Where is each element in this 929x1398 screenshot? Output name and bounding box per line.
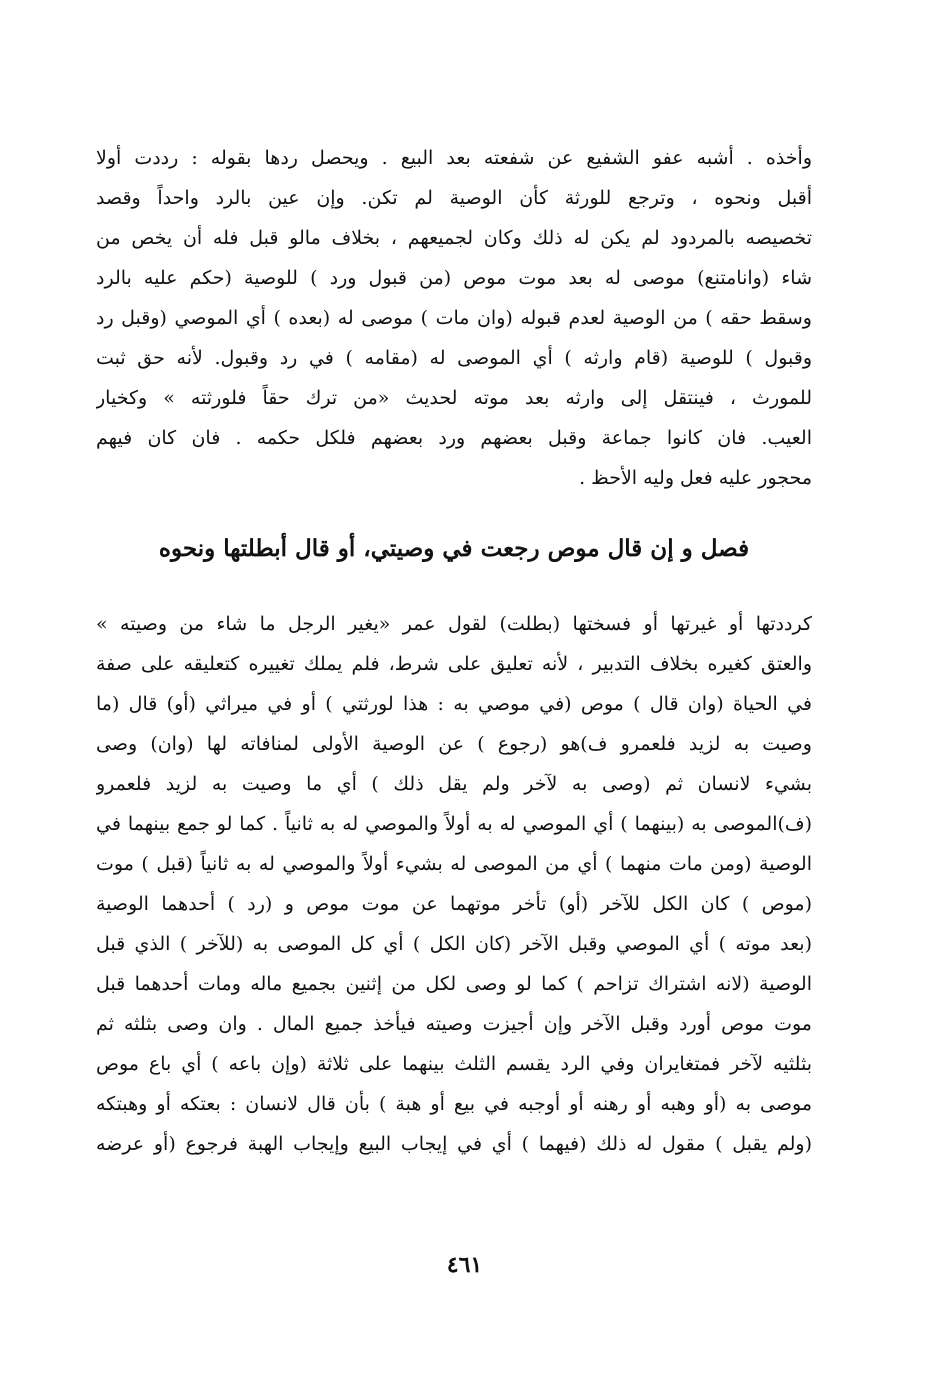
text-line: (ف)الموصى به (بينهما ) أي الموصي له به أولاً والموصي له به ثانياً . كما لو جمع بينهما في xyxy=(96,813,812,835)
text-line: موت موص أورد وقبل الآخر وإن أجيزت وصيته فيأخذ جميع المال . وان وصى بثلثه ثم xyxy=(96,1013,812,1035)
text-line: وقبول ) للوصية (قام وارثه ) أي الموصى له (مقامه ) في رد وقبول. لأنه حق ثبت xyxy=(96,347,812,369)
paragraph-2 xyxy=(96,604,812,1164)
page-number: ٤٦١ xyxy=(446,1252,483,1278)
text-line: (ولم يقبل ) مقول له ذلك (فيهما ) أي في إيجاب البيع وإيجاب الهبة فرجوع (أو عرضه xyxy=(96,1133,812,1155)
text-line: موصى به (أو وهبه أو رهنه أو أوجبه في بيع أو هبة ) بأن قال لانسان : بعتكه أو وهبتكه xyxy=(96,1093,812,1115)
text-line: (موص ) كان الكل للآخر (أو) تأخر موتهما عن موت موص و (رد ) أحدهما الوصية xyxy=(96,893,812,915)
text-line: تخصيصه بالمردود لم يكن له ذلك وكان لجميعهم ، بخلاف مالو قبل فله أن يخص من xyxy=(96,227,812,249)
text-line: بثلثيه لآخر فمتغايران وفي الرد يقسم الثلث بينهما على ثلاثة (وإن باعه ) أي باع موص xyxy=(96,1053,812,1075)
text-line: الوصية (ومن مات منهما ) أي من الموصى له بشيء أولاً والموصي له به ثانياً (قبل ) موت xyxy=(96,853,812,875)
text-line: والعتق كغيره بخلاف التدبير ، لأنه تعليق على شرط، فلم يملك تغييره كتعليقه على صفة xyxy=(96,653,812,675)
text-line: بشيء لانسان ثم (وصى به لآخر ولم يقل ذلك ) أي ما وصيت به لزيد فلعمرو xyxy=(96,773,812,795)
text-line: وأخذه . أشبه عفو الشفيع عن شفعته بعد البيع . ويحصل ردها بقوله : رددت أولا xyxy=(96,147,812,169)
text-line: وسقط حقه ) من الوصية لعدم قبوله (وان مات ) موصى له (بعده ) أي الموصي (وقبل رد xyxy=(96,307,812,329)
text-line: العيب. فان كانوا جماعة وقبل بعضهم ورد بعضهم فلكل حكمه . فان كان فيهم xyxy=(96,427,812,449)
text-line: وصيت به لزيد فلعمرو ف)هو (رجوع ) عن الوصية الأولى لمنافاته لها (وان) وصى xyxy=(96,733,812,755)
text-line: في الحياة (وان قال ) موص (في موصي به : هذا لورثتي ) أو في ميراثي (أو) قال (ما xyxy=(96,693,812,715)
text-line: كرددتها أو غيرتها أو فسختها (بطلت) لقول عمر «يغير الرجل ما شاء من وصيته » xyxy=(96,613,812,635)
text-line: محجور عليه فعل وليه الأحظ . xyxy=(579,467,812,489)
text-line: للمورث ، فينتقل إلى وارثه بعد موته لحديث «من ترك حقاً فلورثته » وكخيار xyxy=(96,387,812,409)
section-heading: فصل و إن قال موص رجعت في وصيتي، أو قال أبطلتها ونحوه xyxy=(158,535,750,562)
text-line: شاء (وانامتنع) موصى له بعد موت موص (من قبول ورد ) للوصية (حكم عليه بالرد xyxy=(96,267,812,289)
text-line: (بعد موته ) أي الموصي وقبل الآخر (كان الكل ) أي كل الموصى به (للآخر ) الذي قبل xyxy=(96,933,812,955)
page-body xyxy=(96,138,812,1164)
text-line: أقبل ونحوه ، وترجع للورثة كأن الوصية لم تكن. وإن عين بالرد واحداً وقصد xyxy=(96,187,812,209)
text-line: الوصية (لانه اشتراك تزاحم ) كما لو وصى لكل من إثنين بجميع ماله ومات أحدهما قبل xyxy=(96,973,812,995)
paragraph-1 xyxy=(96,138,812,498)
